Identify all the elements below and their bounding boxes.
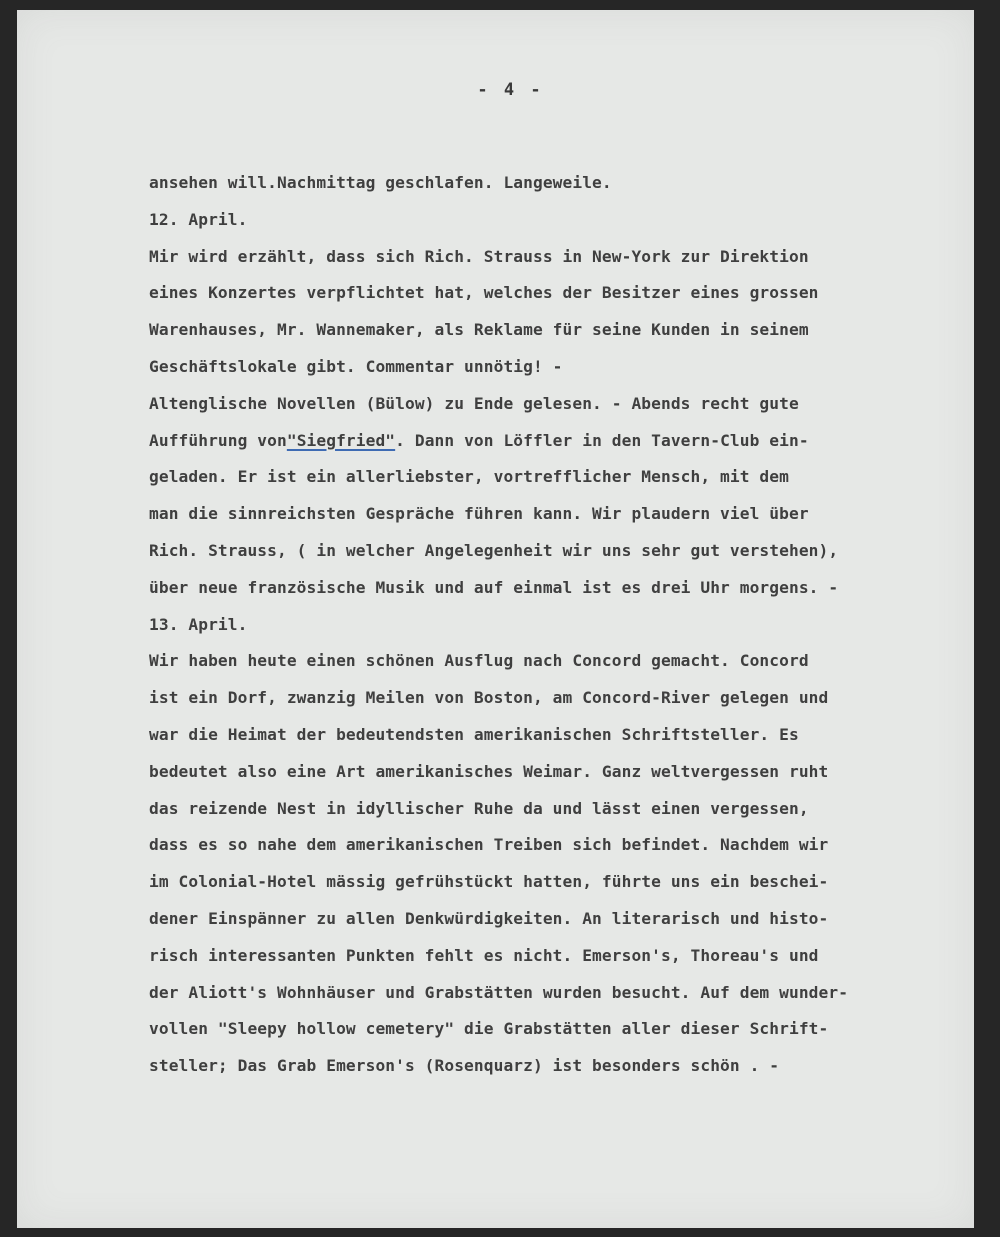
- text-line: eines Konzertes verpflichtet hat, welches der Besitzer eines grossen: [149, 283, 819, 303]
- text-line: vollen "Sleepy hollow cemetery" die Grabstätten aller dieser Schrift-: [149, 1019, 829, 1039]
- text-line: Geschäftslokale gibt. Commentar unnötig! -: [149, 356, 563, 376]
- text-line: ansehen will.Nachmittag geschlafen. Langeweile.: [149, 173, 612, 192]
- text-line: im Colonial-Hotel mässig gefrühstückt hatten, führte uns ein beschei-: [149, 872, 829, 892]
- text-line: das reizende Nest in idyllischer Ruhe da und lässt einen vergessen,: [149, 798, 809, 818]
- underlined-title: "Siegfried": [286, 430, 396, 450]
- text-line: über neue französische Musik und auf einmal ist es drei Uhr morgens. -: [149, 577, 839, 597]
- typewritten-page: [17, 10, 974, 1228]
- text-line-with-underline: [149, 423, 949, 460]
- page-number: - 4 -: [477, 80, 544, 100]
- text-line: Altenglische Novellen (Bülow) zu Ende gelesen. - Abends recht gute: [149, 393, 799, 413]
- text-line: man die sinnreichsten Gespräche führen kann. Wir plaudern viel über: [149, 504, 809, 524]
- text-line: steller; Das Grab Emerson's (Rosenquarz) ist besonders schön . -: [149, 1056, 780, 1076]
- text-line: Warenhauses, Mr. Wannemaker, als Reklame für seine Kunden in seinem: [149, 320, 809, 340]
- body-text: [149, 165, 949, 1085]
- text-line: geladen. Er ist ein allerliebster, vortrefflicher Mensch, mit dem: [149, 467, 789, 487]
- date-heading: 12. April.: [149, 209, 248, 229]
- text-line: ist ein Dorf, zwanzig Meilen von Boston, am Concord-River gelegen und: [149, 688, 829, 708]
- text-line: Wir haben heute einen schönen Ausflug nach Concord gemacht. Concord: [149, 651, 809, 671]
- text-line: bedeutet also eine Art amerikanisches Weimar. Ganz weltvergessen ruht: [149, 761, 829, 781]
- text-line: dener Einspänner zu allen Denkwürdigkeiten. An literarisch und histo-: [149, 908, 829, 928]
- text-line: Rich. Strauss, ( in welcher Angelegenheit wir uns sehr gut verstehen),: [149, 540, 839, 560]
- text-line: war die Heimat der bedeutendsten amerikanischen Schriftsteller. Es: [149, 724, 799, 744]
- text-line: der Aliott's Wohnhäuser und Grabstätten wurden besucht. Auf dem wunder-: [149, 982, 849, 1002]
- text-line: dass es so nahe dem amerikanischen Treiben sich befindet. Nachdem wir: [149, 835, 829, 855]
- text-fragment: Aufführung von: [149, 430, 287, 450]
- text-fragment: . Dann von Löffler in den Tavern-Club ein-: [395, 430, 809, 450]
- date-heading: 13. April.: [149, 614, 248, 634]
- text-line: risch interessanten Punkten fehlt es nicht. Emerson's, Thoreau's und: [149, 945, 819, 965]
- text-line: Mir wird erzählt, dass sich Rich. Strauss in New-York zur Direktion: [149, 246, 809, 266]
